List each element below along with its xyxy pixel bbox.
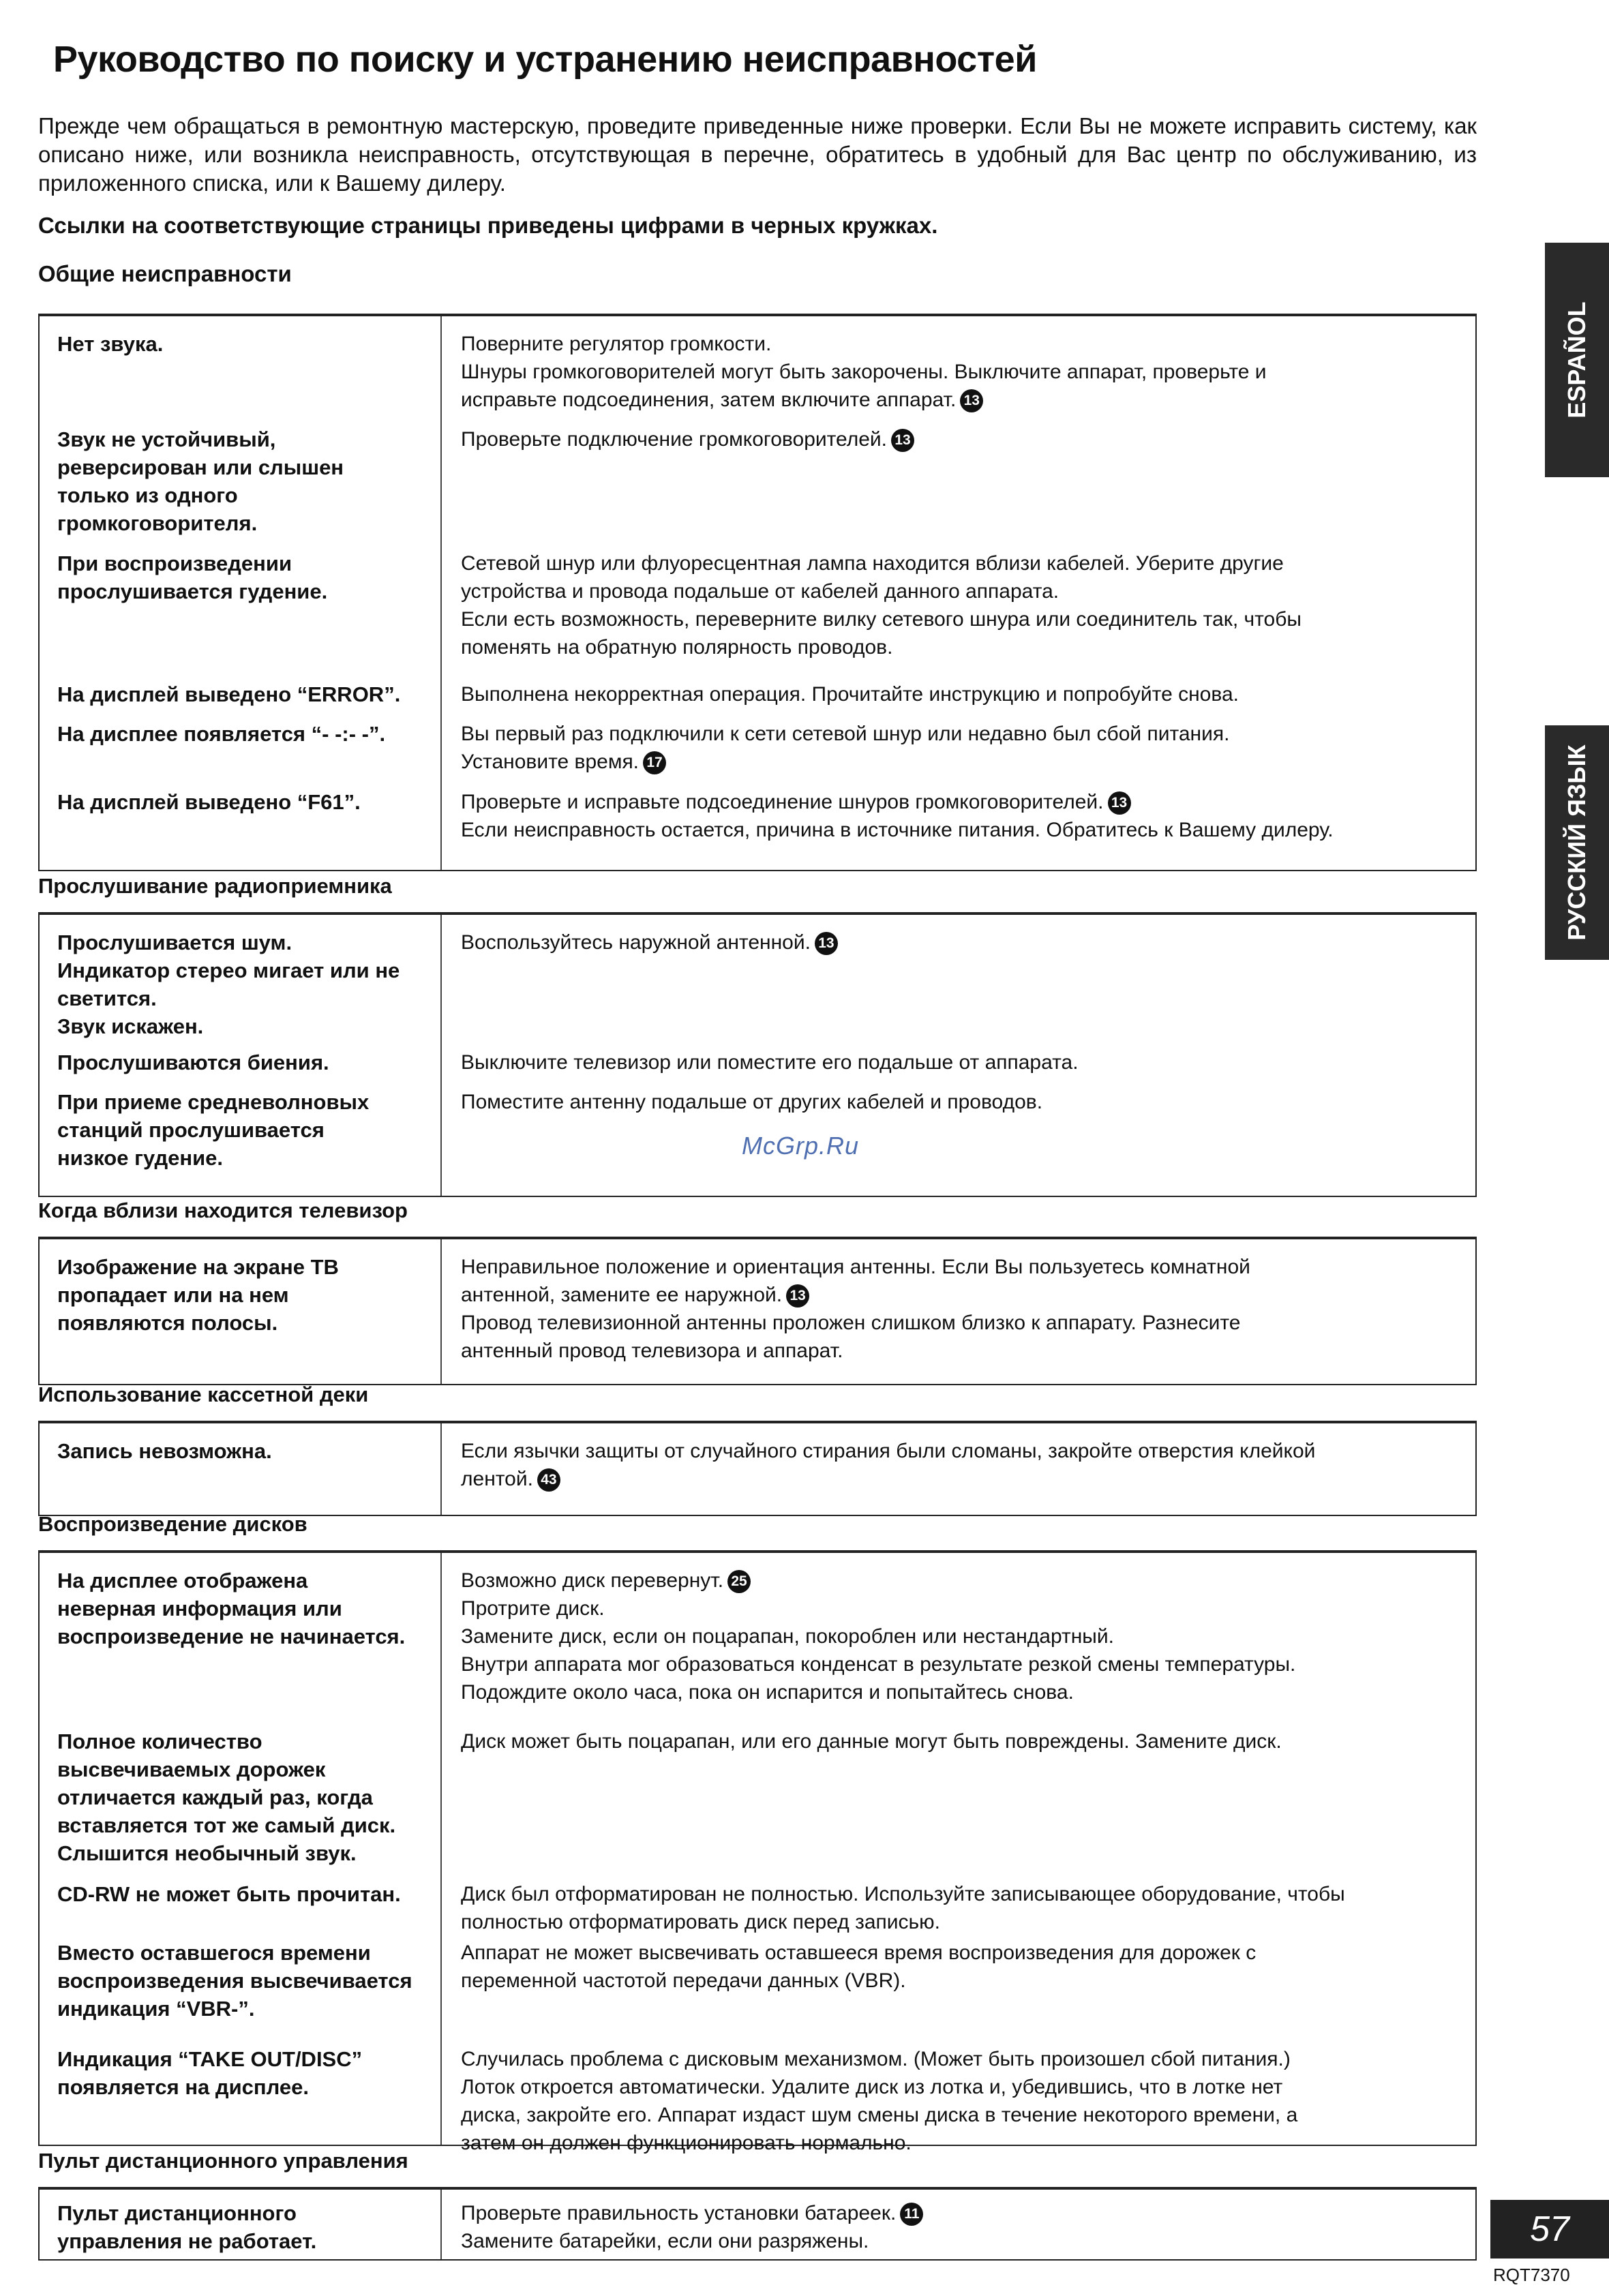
problem-text: воспроизведение не начинается. [57,1625,406,1648]
problem-text: На дисплее отображена [57,1569,308,1592]
solution-line [461,1595,1455,1622]
table-row [40,549,1475,661]
problem-cell [40,1048,440,1076]
solution-text: антенной, замените ее наружной. [461,1284,783,1306]
solution-text: Сетевой шнур или флуоресцентная лампа находится вблизи кабелей. Уберите другие [461,552,1284,575]
solution-line [461,577,1455,605]
solution-cell [440,680,1475,708]
solution-text: Провод телевизионной антенны проложен слишком близко к аппарату. Разнесите [461,1312,1241,1334]
solution-text: Поместите антенну подальше от других кабелей и проводов. [461,1091,1043,1113]
solution-cell [440,1880,1475,1936]
solution-line [461,1253,1455,1281]
problem-text: появляются полосы. [57,1311,278,1335]
solution-line [461,1437,1455,1465]
solution-line [461,2101,1455,2129]
solution-text: Лоток откроется автоматически. Удалите диск из лотка и, убедившись, что в лотке нет [461,2076,1283,2098]
problem-text: только из одного [57,483,238,507]
solution-line [461,720,1455,748]
solution-cell [440,549,1475,661]
watermark: McGrp.Ru [742,1132,860,1160]
problem-text: Изображение на экране ТВ [57,1255,339,1279]
solution-line [461,1678,1455,1706]
solution-cell [440,1253,1475,1365]
section-title: Когда вблизи находится телевизор [38,1198,408,1222]
problem-text: На дисплей выведено “F61”. [57,790,361,814]
problem-text: появляется на дисплее. [57,2075,309,2099]
solution-text: затем он должен функционировать нормально. [461,2132,912,2154]
solution-line [461,1727,1455,1755]
table-row [40,680,1475,708]
problem-text: Пульт дистанционного [57,2201,297,2225]
solution-line [461,928,1455,956]
solution-cell [440,720,1475,776]
problem-text: Звук не устойчивый, [57,427,276,451]
solution-text: Шнуры громкоговорителей могут быть закорочены. Выключите аппарат, проверьте и [461,361,1267,383]
problem-cell [40,1727,440,1867]
page-reference-badge: 13 [786,1284,809,1308]
solution-line [461,1908,1455,1936]
table-row [40,2199,1475,2255]
troubleshooting-table [38,1550,1477,2154]
problem-text: На дисплее появляется “- -:- -”. [57,722,386,746]
solution-text: Если неисправность остается, причина в источнике питания. Обратитесь к Вашему дилеру. [461,819,1334,841]
problem-cell [40,2199,440,2255]
solution-cell [440,1088,1475,1172]
solution-text: Замените диск, если он поцарапан, покороблен или нестандартный. [461,1625,1114,1648]
solution-line [461,386,1455,414]
problem-text: воспроизведения высвечивается [57,1969,412,1993]
problem-text: При приеме средневолновых [57,1090,370,1114]
table-row [40,1939,1475,2023]
table-row [40,1567,1475,1706]
document-code: RQT7370 [1493,2265,1570,2285]
problem-text: Полное количество [57,1729,262,1753]
solution-line [461,2129,1455,2157]
solution-text: диска, закройте его. Аппарат издаст шум смены диска в течение некоторого времени, а [461,2104,1298,2126]
solution-text: антенный провод телевизора и аппарат. [461,1340,843,1362]
problem-cell [40,330,440,414]
solution-line [461,2045,1455,2073]
solution-line [461,1880,1455,1908]
problem-text: неверная информация или [57,1597,342,1620]
problem-cell [40,928,440,1040]
tab-russian [1545,725,1609,960]
solution-cell [440,425,1475,537]
solution-line [461,549,1455,577]
problem-text: При воспроизведении [57,552,292,575]
problem-text: пропадает или на нем [57,1283,289,1307]
solution-text: Подождите около часа, пока он испарится и попытайтесь снова. [461,1681,1074,1704]
solution-text: Аппарат не может высвечивать оставшееся время воспроизведения для дорожек с [461,1942,1257,1964]
problem-cell [40,720,440,776]
solution-line [461,1967,1455,1995]
problem-cell [40,425,440,537]
solution-line [461,1650,1455,1678]
table-row [40,1727,1475,1867]
problem-cell [40,680,440,708]
table-row [40,1437,1475,1493]
solution-text: Возможно диск перевернут. [461,1569,724,1592]
problem-text: станций прослушивается [57,1118,325,1142]
solution-text: Поверните регулятор громкости. [461,333,772,355]
solution-text: Если есть возможность, переверните вилку сетевого шнура или соединитель так, чтобы [461,608,1302,631]
problem-text: Запись невозможна. [57,1439,272,1463]
page-title: Руководство по поиску и устранению неисправностей [53,39,1037,80]
problem-text: вставляется тот же самый диск. [57,1813,396,1837]
page-reference-badge: 17 [643,751,666,774]
solution-text: исправьте подсоединения, затем включите аппарат. [461,389,957,411]
problem-cell [40,1880,440,1936]
problem-text: Индикация “TAKE OUT/DISC” [57,2047,363,2071]
problem-text: Индикатор стерео мигает или не [57,958,400,982]
solution-text: поменять на обратную полярность проводов. [461,636,893,659]
problem-text: отличается каждый раз, когда [57,1785,373,1809]
solution-cell [440,1939,1475,2023]
tab-espanol [1545,243,1609,477]
table-row [40,1880,1475,1936]
problem-text: индикация “VBR-”. [57,1997,255,2021]
section-title: Пульт дистанционного управления [38,2149,408,2173]
problem-text: Слышится необычный звук. [57,1841,357,1865]
page-reference-badge: 13 [960,389,983,412]
solution-text: Вы первый раз подключили к сети сетевой шнур или недавно был сбой питания. [461,723,1230,745]
solution-line [461,1309,1455,1337]
page-reference-badge: 13 [815,932,838,955]
table-row [40,1048,1475,1076]
troubleshooting-table [38,314,1477,871]
problem-text: низкое гудение. [57,1146,224,1170]
solution-text: переменной частотой передачи данных (VBR). [461,1969,906,1992]
solution-cell [440,1727,1475,1867]
tab-russian-label: РУССКИЙ ЯЗЫК [1563,744,1591,941]
solution-cell [440,1567,1475,1706]
solution-cell [440,330,1475,414]
solution-line [461,1337,1455,1365]
page-reference-badge: 25 [727,1570,751,1593]
solution-text: Выключите телевизор или поместите его подальше от аппарата. [461,1051,1079,1074]
problem-text: светится. [57,986,157,1010]
problem-cell [40,1567,440,1706]
solution-text: Случилась проблема с дисковым механизмом. (Может быть произошел сбой питания.) [461,2048,1291,2070]
solution-line [461,2073,1455,2101]
problem-cell [40,1088,440,1172]
problem-cell [40,1939,440,2023]
table-row [40,1253,1475,1365]
solution-text: полностью отформатировать диск перед записью. [461,1911,941,1933]
solution-cell [440,928,1475,1040]
solution-text: Диск был отформатирован не полностью. Используйте записывающее оборудование, чтобы [461,1883,1345,1905]
page-reference-badge: 13 [1108,791,1131,815]
section-title: Общие неисправности [38,261,292,286]
problem-cell [40,549,440,661]
solution-cell [440,2199,1475,2255]
section-title: Воспроизведение дисков [38,1512,307,1536]
solution-line [461,1048,1455,1076]
problem-cell [40,1437,440,1493]
page-reference-badge: 13 [891,429,914,452]
solution-line [461,1622,1455,1650]
table-row [40,2045,1475,2157]
solution-text: Внутри аппарата мог образоваться конденсат в результате резкой смены температуры. [461,1653,1296,1676]
problem-text: Прослушивается шум. [57,931,292,954]
solution-text: Воспользуйтесь наружной антенной. [461,931,811,954]
reference-note: Ссылки на соответствующие страницы приведены цифрами в черных кружках. [38,213,938,238]
page-number: 57 [1490,2200,1609,2259]
solution-line [461,1088,1455,1116]
section-title: Прослушивание радиоприемника [38,874,392,898]
tab-espanol-label: ESPAÑOL [1563,301,1591,419]
solution-text: лентой. [461,1468,533,1490]
solution-line [461,1939,1455,1967]
solution-text: устройства и провода подальше от кабелей данного аппарата. [461,580,1059,603]
problem-text: Нет звука. [57,332,164,356]
solution-cell [440,1048,1475,1076]
solution-text: Проверьте правильность установки батареек. [461,2202,897,2224]
problem-cell [40,1253,440,1365]
solution-line [461,816,1455,844]
table-row [40,928,1475,1040]
table-row [40,330,1475,414]
solution-text: Проверьте подключение громкоговорителей. [461,428,888,451]
page-reference-badge: 43 [537,1468,560,1492]
solution-text: Выполнена некорректная операция. Прочитайте инструкцию и попробуйте снова. [461,683,1239,706]
solution-line [461,680,1455,708]
problem-text: CD-RW не может быть прочитан. [57,1882,401,1906]
solution-text: Диск может быть поцарапан, или его данные могут быть повреждены. Замените диск. [461,1730,1282,1753]
solution-line [461,1281,1455,1309]
solution-line [461,748,1455,776]
solution-line [461,2227,1455,2255]
problem-text: На дисплей выведено “ERROR”. [57,682,401,706]
solution-line [461,788,1455,816]
section-title: Использование кассетной деки [38,1383,369,1406]
problem-cell [40,788,440,844]
solution-text: Проверьте и исправьте подсоединение шнуров громкоговорителей. [461,791,1104,813]
intro-paragraph: Прежде чем обращаться в ремонтную мастерскую, проведите приведенные ниже проверки. Если Вы не можете исправить систему, как описано ниже, или возникла неисправность, отсутствующая в перечне, обратитесь в удобный для Вас центр по обслуживанию, из приложенного списка, или к Вашему дилеру. [38,113,1477,196]
troubleshooting-table [38,1237,1477,1385]
solution-text: Если язычки защиты от случайного стирания были сломаны, закройте отверстия клейкой [461,1440,1316,1462]
solution-line [461,330,1455,358]
troubleshooting-table [38,1421,1477,1516]
solution-line [461,1465,1455,1493]
problem-text: Вместо оставшегося времени [57,1941,371,1965]
solution-cell [440,2045,1475,2157]
problem-text: управления не работает. [57,2229,317,2253]
page-reference-badge: 11 [900,2203,923,2226]
solution-line [461,633,1455,661]
table-row [40,720,1475,776]
table-row [40,425,1475,537]
problem-text: реверсирован или слышен [57,455,344,479]
problem-text: громкоговорителя. [57,511,258,535]
solution-line [461,425,1455,453]
solution-text: Установите время. [461,751,640,773]
solution-cell [440,1437,1475,1493]
problem-text: Звук искажен. [57,1014,204,1038]
solution-line [461,2199,1455,2227]
table-row [40,788,1475,844]
solution-cell [440,788,1475,844]
solution-line [461,605,1455,633]
solution-line [461,358,1455,386]
solution-text: Протрите диск. [461,1597,605,1620]
troubleshooting-table [38,2187,1477,2261]
problem-text: прослушивается гудение. [57,579,328,603]
solution-text: Неправильное положение и ориентация антенны. Если Вы пользуетесь комнатной [461,1256,1250,1278]
problem-text: высвечиваемых дорожек [57,1757,326,1781]
solution-text: Замените батарейки, если они разряжены. [461,2230,869,2252]
solution-line [461,1567,1455,1595]
problem-text: Прослушиваются биения. [57,1051,329,1074]
problem-cell [40,2045,440,2157]
